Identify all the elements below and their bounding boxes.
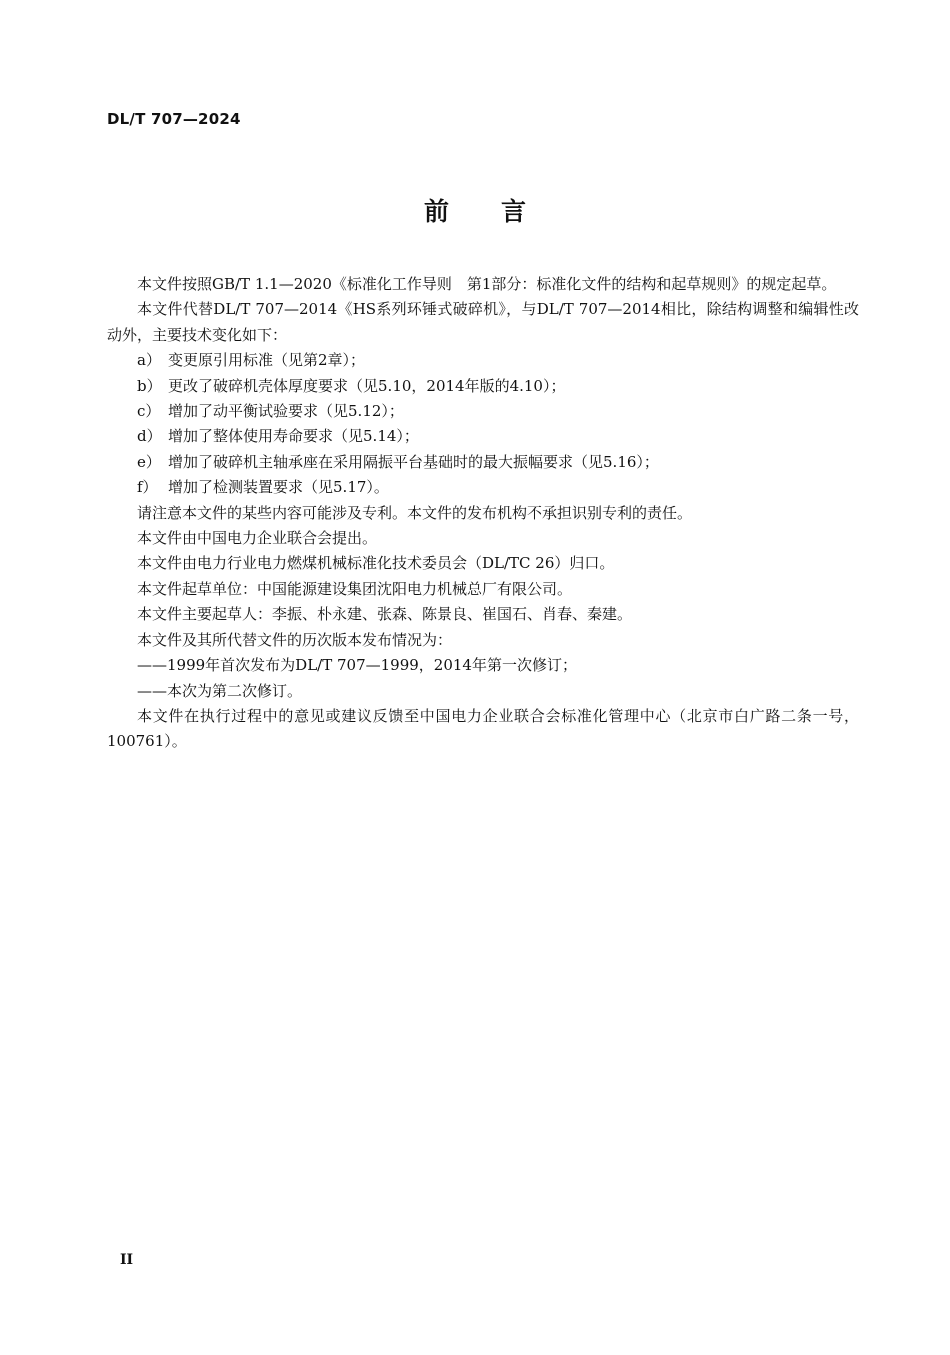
document-code: DL/T 707—2024 — [107, 110, 241, 128]
paragraph-version-history: 本文件及其所代替文件的历次版本发布情况为： — [137, 630, 453, 649]
list-marker: a） — [137, 351, 161, 370]
list-item-text: 增加了破碎机主轴承座在采用隔振平台基础时的最大振幅要求（见5.16）； — [168, 452, 659, 471]
paragraph-history-current: ——本次为第二次修订。 — [137, 681, 303, 700]
paragraph-proposer: 本文件由中国电力企业联合会提出。 — [137, 529, 378, 548]
paragraph-drafting-rules: 本文件按照GB/T 1.1—2020《标准化工作导则 第1部分：标准化文件的结构和起草规则》的规定起草。 — [137, 275, 837, 293]
foreword-body — [107, 272, 859, 755]
list-item — [107, 399, 859, 424]
paragraph-feedback: 本文件在执行过程中的意见或建议反馈至中国电力企业联合会标准化管理中心（北京市白广路二条一号，100761）。 — [107, 706, 859, 751]
list-marker: d） — [137, 427, 162, 446]
list-item — [107, 475, 859, 500]
paragraph-drafters: 本文件主要起草人：李振、朴永建、张森、陈景良、崔国石、肖春、秦建。 — [137, 605, 633, 624]
list-item — [107, 424, 859, 449]
list-item-text: 变更原引用标准（见第2章）； — [168, 351, 366, 370]
paragraph-history-1999: ——1999年首次发布为DL/T 707—1999，2014年第一次修订； — [137, 656, 577, 675]
list-marker: b） — [137, 376, 162, 395]
list-item — [107, 450, 859, 475]
paragraph-committee: 本文件由电力行业电力燃煤机械标准化技术委员会（DL/TC 26）归口。 — [137, 554, 615, 573]
list-item-text: 增加了检测装置要求（见5.17）。 — [168, 478, 389, 497]
list-item-text: 更改了破碎机壳体厚度要求（见5.10，2014年版的4.10）； — [168, 376, 566, 395]
list-item — [107, 374, 859, 399]
paragraph-patent-notice: 请注意本文件的某些内容可能涉及专利。本文件的发布机构不承担识别专利的责任。 — [137, 503, 693, 522]
list-marker: f） — [137, 478, 158, 497]
paragraph-drafting-unit: 本文件起草单位：中国能源建设集团沈阳电力机械总厂有限公司。 — [137, 579, 573, 598]
list-item-text: 增加了整体使用寿命要求（见5.14）； — [168, 427, 419, 446]
list-item — [107, 348, 859, 373]
list-marker: e） — [137, 452, 161, 471]
list-marker: c） — [137, 402, 161, 421]
page-number: II — [120, 1252, 134, 1268]
page-title: 前言 — [423, 197, 578, 226]
list-item-text: 增加了动平衡试验要求（见5.12）； — [168, 402, 404, 421]
paragraph-replacement: 本文件代替DL/T 707—2014《HS系列环锤式破碎机》，与DL/T 707—2014相比，除结构调整和编辑性改动外，主要技术变化如下： — [107, 300, 859, 344]
